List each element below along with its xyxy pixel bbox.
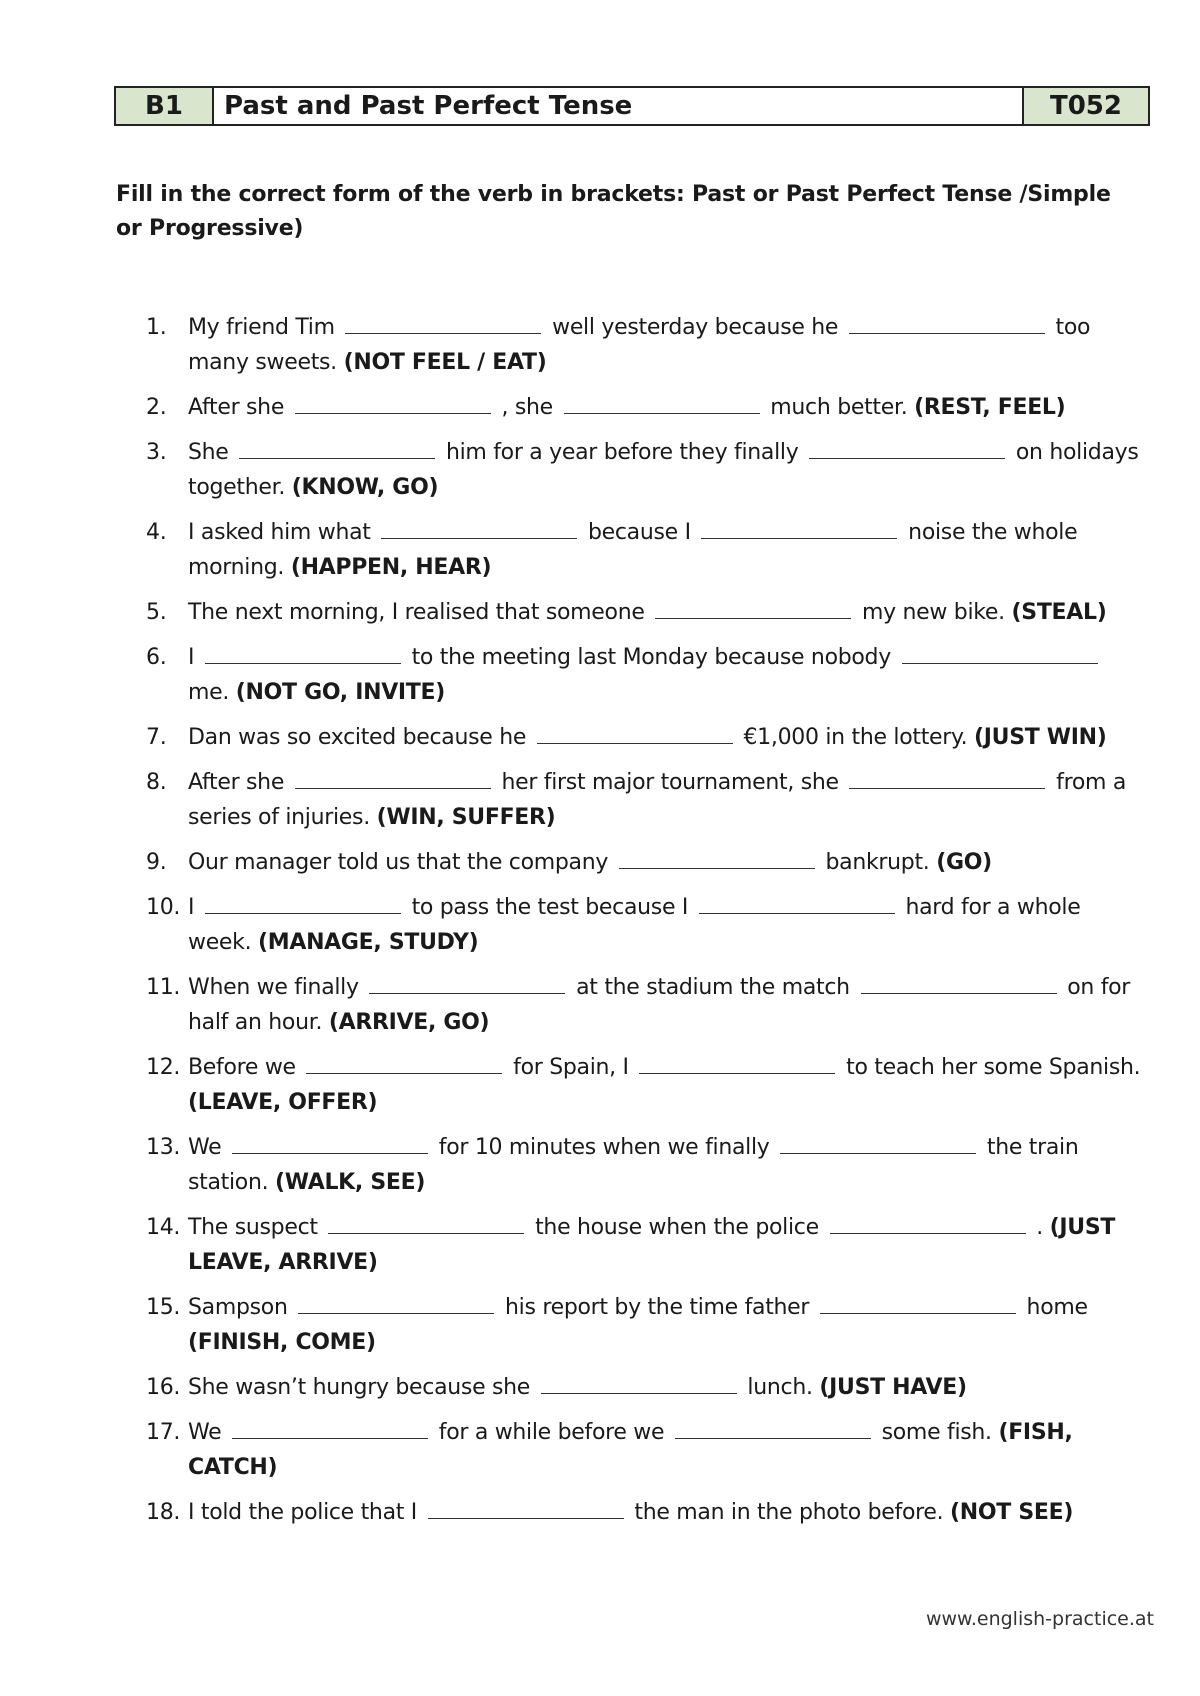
answer-blank[interactable] bbox=[809, 436, 1005, 459]
exercise-number: 11. bbox=[146, 975, 181, 1000]
sentence-fragment: When we finally bbox=[188, 975, 366, 1000]
verb-hint: (JUST WIN) bbox=[973, 725, 1107, 750]
exercise-number: 10. bbox=[146, 895, 181, 920]
exercise-number: 13. bbox=[146, 1135, 181, 1160]
sentence-fragment: some fish. bbox=[874, 1420, 999, 1445]
sentence-fragment: She wasn’t hungry because she bbox=[188, 1375, 537, 1400]
answer-blank[interactable] bbox=[295, 391, 491, 414]
sentence-fragment: for 10 minutes when we finally bbox=[432, 1135, 777, 1160]
verb-hint: (FISH, CATCH) bbox=[188, 1420, 1073, 1480]
sentence-fragment: bankrupt. bbox=[818, 850, 937, 875]
verb-hint: (WALK, SEE) bbox=[275, 1170, 426, 1195]
sentence-fragment: home bbox=[1019, 1295, 1088, 1320]
worksheet-title: Past and Past Perfect Tense bbox=[214, 88, 1024, 124]
exercise-list bbox=[146, 310, 1146, 1540]
answer-blank[interactable] bbox=[239, 436, 435, 459]
exercise-item bbox=[146, 720, 1146, 755]
sentence-fragment: to teach her some Spanish. bbox=[839, 1055, 1141, 1080]
sentence-fragment: because I bbox=[581, 520, 698, 545]
sentence-fragment: I bbox=[188, 895, 201, 920]
sentence-fragment: . bbox=[1029, 1215, 1050, 1240]
exercise-item bbox=[146, 435, 1146, 505]
answer-blank[interactable] bbox=[675, 1416, 871, 1439]
sentence-fragment: She bbox=[188, 440, 236, 465]
verb-hint: (STEAL) bbox=[1011, 600, 1107, 625]
verb-hint: (MANAGE, STUDY) bbox=[258, 930, 479, 955]
sentence-fragment: from a series of injuries. bbox=[188, 770, 1127, 830]
exercise-number: 6. bbox=[146, 645, 167, 670]
exercise-item bbox=[146, 890, 1146, 960]
sentence-fragment: Before we bbox=[188, 1055, 303, 1080]
exercise-sentence bbox=[188, 970, 1146, 1040]
exercise-sentence bbox=[188, 640, 1146, 710]
verb-hint: (NOT GO, INVITE) bbox=[235, 680, 445, 705]
exercise-number: 1. bbox=[146, 315, 167, 340]
exercise-number: 16. bbox=[146, 1375, 181, 1400]
verb-hint: (WIN, SUFFER) bbox=[376, 805, 556, 830]
answer-blank[interactable] bbox=[369, 971, 565, 994]
verb-hint: (KNOW, GO) bbox=[291, 475, 439, 500]
sentence-fragment: the train station. bbox=[188, 1135, 1079, 1195]
worksheet-header bbox=[114, 86, 1150, 126]
verb-hint: (NOT SEE) bbox=[950, 1500, 1074, 1525]
sentence-fragment: her first major tournament, she bbox=[494, 770, 846, 795]
answer-blank[interactable] bbox=[820, 1291, 1016, 1314]
sentence-fragment: We bbox=[188, 1135, 229, 1160]
exercise-item bbox=[146, 1290, 1146, 1360]
answer-blank[interactable] bbox=[849, 766, 1045, 789]
answer-blank[interactable] bbox=[205, 641, 401, 664]
exercise-number: 12. bbox=[146, 1055, 181, 1080]
answer-blank[interactable] bbox=[699, 891, 895, 914]
sentence-fragment: on for half an hour. bbox=[188, 975, 1131, 1035]
answer-blank[interactable] bbox=[541, 1371, 737, 1394]
exercise-number: 3. bbox=[146, 440, 167, 465]
sentence-fragment: The suspect bbox=[188, 1215, 325, 1240]
sentence-fragment: I asked him what bbox=[188, 520, 378, 545]
exercise-number: 2. bbox=[146, 395, 167, 420]
sentence-fragment: noise the whole morning. bbox=[188, 520, 1078, 580]
sentence-fragment: to pass the test because I bbox=[404, 895, 695, 920]
verb-hint: (FINISH, COME) bbox=[188, 1330, 376, 1355]
exercise-item bbox=[146, 1130, 1146, 1200]
sentence-fragment: I bbox=[188, 645, 201, 670]
answer-blank[interactable] bbox=[381, 516, 577, 539]
footer-url: www.english-practice.at bbox=[925, 1608, 1154, 1630]
exercise-sentence bbox=[188, 1370, 1146, 1405]
exercise-item bbox=[146, 515, 1146, 585]
verb-hint: (HAPPEN, HEAR) bbox=[290, 555, 492, 580]
answer-blank[interactable] bbox=[232, 1416, 428, 1439]
exercise-item bbox=[146, 1050, 1146, 1120]
exercise-number: 9. bbox=[146, 850, 167, 875]
answer-blank[interactable] bbox=[861, 971, 1057, 994]
exercise-sentence bbox=[188, 1290, 1146, 1360]
exercise-sentence bbox=[188, 595, 1146, 630]
exercise-number: 15. bbox=[146, 1295, 181, 1320]
sentence-fragment: hard for a whole week. bbox=[188, 895, 1081, 955]
exercise-item bbox=[146, 1495, 1146, 1530]
sentence-fragment: The next morning, I realised that someone bbox=[188, 600, 652, 625]
sentence-fragment: €1,000 in the lottery. bbox=[736, 725, 974, 750]
answer-blank[interactable] bbox=[830, 1211, 1026, 1234]
sentence-fragment: for a while before we bbox=[432, 1420, 671, 1445]
sentence-fragment: well yesterday because he bbox=[545, 315, 845, 340]
sentence-fragment: Dan was so excited because he bbox=[188, 725, 533, 750]
exercise-item bbox=[146, 1415, 1146, 1485]
answer-blank[interactable] bbox=[902, 641, 1098, 664]
sentence-fragment: My friend Tim bbox=[188, 315, 342, 340]
verb-hint: (ARRIVE, GO) bbox=[328, 1010, 490, 1035]
exercise-item bbox=[146, 1210, 1146, 1280]
sentence-fragment: , she bbox=[494, 395, 560, 420]
exercise-sentence bbox=[188, 435, 1146, 505]
exercise-sentence bbox=[188, 310, 1146, 380]
exercise-item bbox=[146, 970, 1146, 1040]
answer-blank[interactable] bbox=[295, 766, 491, 789]
answer-blank[interactable] bbox=[232, 1131, 428, 1154]
instructions: Fill in the correct form of the verb in brackets: Past or Past Perfect Tense /Simple or Progressive) bbox=[116, 182, 1111, 241]
exercise-sentence bbox=[188, 515, 1146, 585]
exercise-sentence bbox=[188, 390, 1146, 425]
sentence-fragment: me. bbox=[188, 680, 236, 705]
sentence-fragment: I told the police that I bbox=[188, 1500, 424, 1525]
answer-blank[interactable] bbox=[639, 1051, 835, 1074]
sentence-fragment: lunch. bbox=[740, 1375, 820, 1400]
sentence-fragment: Sampson bbox=[188, 1295, 295, 1320]
exercise-item bbox=[146, 390, 1146, 425]
exercise-number: 4. bbox=[146, 520, 167, 545]
answer-blank[interactable] bbox=[205, 891, 401, 914]
exercise-item bbox=[146, 765, 1146, 835]
exercise-item bbox=[146, 845, 1146, 880]
answer-blank[interactable] bbox=[655, 596, 851, 619]
exercise-sentence bbox=[188, 1415, 1146, 1485]
exercise-number: 8. bbox=[146, 770, 167, 795]
sentence-fragment: my new bike. bbox=[855, 600, 1012, 625]
sentence-fragment: much better. bbox=[763, 395, 915, 420]
sentence-fragment: After she bbox=[188, 395, 291, 420]
verb-hint: (JUST HAVE) bbox=[819, 1375, 967, 1400]
exercise-sentence bbox=[188, 1130, 1146, 1200]
answer-blank[interactable] bbox=[780, 1131, 976, 1154]
exercise-sentence bbox=[188, 720, 1146, 755]
answer-blank[interactable] bbox=[849, 311, 1045, 334]
answer-blank[interactable] bbox=[619, 846, 815, 869]
sentence-fragment: the man in the photo before. bbox=[627, 1500, 950, 1525]
sentence-fragment: for Spain, I bbox=[506, 1055, 636, 1080]
sentence-fragment: After she bbox=[188, 770, 291, 795]
exercise-number: 14. bbox=[146, 1215, 181, 1240]
sentence-fragment: his report by the time father bbox=[498, 1295, 816, 1320]
exercise-item bbox=[146, 640, 1146, 710]
verb-hint: (LEAVE, OFFER) bbox=[188, 1090, 378, 1115]
exercise-number: 5. bbox=[146, 600, 167, 625]
sentence-fragment: Our manager told us that the company bbox=[188, 850, 615, 875]
sentence-fragment: at the stadium the match bbox=[569, 975, 857, 1000]
answer-blank[interactable] bbox=[328, 1211, 524, 1234]
exercise-sentence bbox=[188, 765, 1146, 835]
answer-blank[interactable] bbox=[701, 516, 897, 539]
answer-blank[interactable] bbox=[564, 391, 760, 414]
verb-hint: (JUST LEAVE, ARRIVE) bbox=[188, 1215, 1116, 1275]
exercise-item bbox=[146, 310, 1146, 380]
sentence-fragment: on holidays together. bbox=[188, 440, 1139, 500]
verb-hint: (GO) bbox=[936, 850, 992, 875]
exercise-sentence bbox=[188, 890, 1146, 960]
exercise-number: 17. bbox=[146, 1420, 181, 1445]
worksheet-code: T052 bbox=[1024, 88, 1148, 124]
sentence-fragment: too many sweets. bbox=[188, 315, 1091, 375]
exercise-sentence bbox=[188, 845, 1146, 880]
answer-blank[interactable] bbox=[298, 1291, 494, 1314]
exercise-sentence bbox=[188, 1495, 1146, 1530]
sentence-fragment: him for a year before they finally bbox=[439, 440, 806, 465]
answer-blank[interactable] bbox=[428, 1496, 624, 1519]
sentence-fragment: to the meeting last Monday because nobody bbox=[404, 645, 898, 670]
answer-blank[interactable] bbox=[306, 1051, 502, 1074]
sentence-fragment: We bbox=[188, 1420, 229, 1445]
exercise-number: 7. bbox=[146, 725, 167, 750]
exercise-item bbox=[146, 595, 1146, 630]
exercise-sentence bbox=[188, 1210, 1146, 1280]
verb-hint: (NOT FEEL / EAT) bbox=[343, 350, 547, 375]
verb-hint: (REST, FEEL) bbox=[914, 395, 1066, 420]
answer-blank[interactable] bbox=[537, 721, 733, 744]
exercise-number: 18. bbox=[146, 1500, 181, 1525]
sentence-fragment: the house when the police bbox=[528, 1215, 826, 1240]
exercise-item bbox=[146, 1370, 1146, 1405]
level-badge: B1 bbox=[116, 88, 214, 124]
answer-blank[interactable] bbox=[345, 311, 541, 334]
exercise-sentence bbox=[188, 1050, 1146, 1120]
